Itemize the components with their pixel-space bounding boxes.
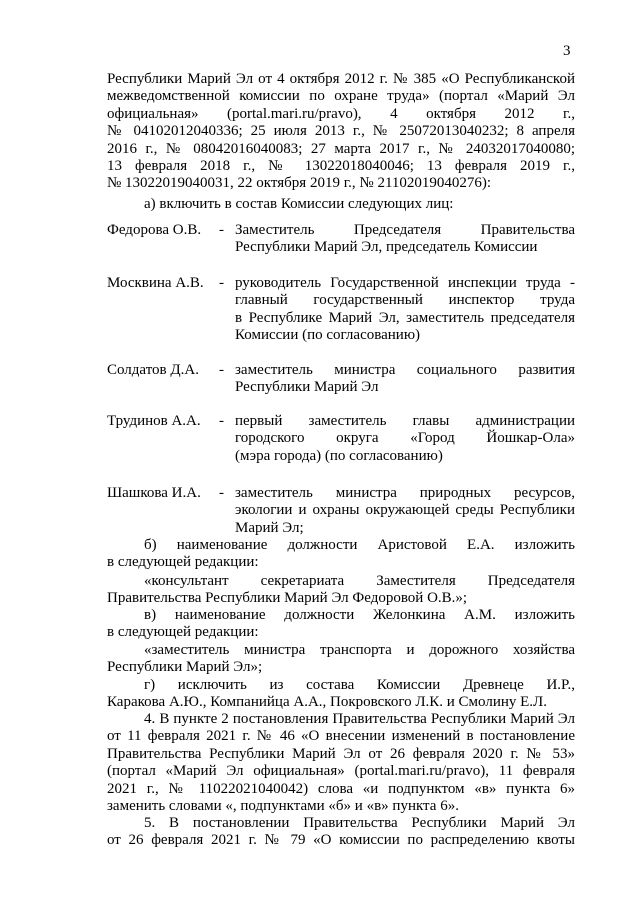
quote-v — [107, 642, 575, 677]
member-description — [235, 275, 575, 345]
intro-paragraph — [107, 71, 575, 193]
item-v — [107, 607, 575, 642]
member-name: Солдатов Д.А. — [107, 362, 199, 378]
text-line: первый заместитель главы администрации — [235, 413, 575, 429]
member-name: Федорова О.В. — [107, 222, 202, 238]
member-description — [235, 413, 575, 465]
text-line: г) исключить из состава Комиссии Древнеце И.Р., — [144, 677, 575, 693]
text-line: Каракова А.Ю., Компанийца А.А., Покровского Л.К. и Смолину Е.Л. — [107, 694, 547, 711]
text-line: «заместитель министра транспорта и дорожного хозяйства — [144, 642, 575, 658]
text-line: Республики Марий Эл, председатель Комиссии — [235, 239, 538, 256]
text-line: заместитель министра природных ресурсов, — [235, 485, 575, 501]
text-line: руководитель Государственной инспекции труда - — [235, 275, 575, 291]
text-line: 4. В пункте 2 постановления Правительства Республики Марий Эл — [144, 711, 575, 727]
member-description — [235, 362, 575, 397]
text-line: экологии и охраны окружающей среды Республики — [235, 502, 575, 519]
text-line: (портал «Марий Эл официальная» (portal.mari.ru/pravo), 11 февраля — [107, 763, 575, 780]
text-line: Республики Марий Эл»; — [107, 659, 263, 676]
text-line: «консультант секретариата Заместителя Председателя — [144, 573, 575, 589]
text-line: в Республике Марий Эл, заместитель председателя — [235, 309, 575, 326]
text-line: 2016 г., № 08042016040083; 27 марта 2017 г., № 24032017040080; — [107, 140, 575, 157]
text-line: Республики Марий Эл — [235, 379, 379, 396]
text-line: городского округа «Город Йошкар-Ола» — [235, 430, 575, 447]
member-name: Москвина А.В. — [107, 275, 204, 291]
text-line: заменить словами «, подпунктами «б» и «в» пункта 6». — [107, 798, 459, 815]
text-line: в следующей редакции: — [107, 554, 259, 571]
text-line: официальная» (portal.mari.ru/pravo), 4 октября 2012 г., — [107, 105, 575, 122]
text-line: 13 февраля 2018 г., № 13022018040046; 13 февраля 2019 г., — [107, 158, 575, 175]
text-line: от 26 февраля 2021 г. № 79 «О комиссии по распределению квоты — [107, 832, 575, 849]
text-line: главный государственный инспектор труда — [235, 292, 575, 309]
text-line: а) включить в состав Комиссии следующих лиц: — [144, 196, 454, 212]
text-line: в) наименование должности Желонкина А.М. изложить — [144, 607, 575, 623]
text-line: 5. В постановлении Правительства Республики Марий Эл — [144, 815, 575, 831]
point-5 — [107, 815, 575, 850]
text-line: Республики Марий Эл от 4 октября 2012 г. № 385 «О Республиканской — [107, 71, 575, 87]
text-line: Марий Эл; — [235, 519, 304, 536]
member-dash: - — [219, 485, 224, 501]
text-line: Заместитель Председателя Правительства — [235, 222, 575, 238]
text-line: Комиссии (по согласованию) — [235, 327, 421, 344]
member-dash: - — [219, 275, 224, 291]
text-line: 2021 г., № 11022021040042) слова «и подпунктом «в» пункта 6» — [107, 780, 575, 797]
member-dash: - — [219, 362, 224, 378]
member-name: Шашкова И.А. — [107, 485, 201, 501]
item-g — [107, 677, 575, 712]
text-line: № 04102012040336; 25 июля 2013 г., № 25072013040232; 8 апреля — [107, 123, 575, 140]
member-description — [235, 222, 575, 257]
item-b — [107, 537, 575, 572]
member-dash: - — [219, 413, 224, 429]
text-line: Правительства Республики Марий Эл Федоровой О.В.»; — [107, 590, 468, 607]
page-number: 3 — [563, 43, 571, 59]
quote-b — [107, 573, 575, 608]
member-dash: - — [219, 222, 224, 238]
member-description — [235, 485, 575, 537]
text-line: Правительства Республики Марий Эл от 26 февраля 2020 г. № 53» — [107, 745, 575, 762]
text-line: б) наименование должности Аристовой Е.А. изложить — [144, 537, 575, 553]
text-line: в следующей редакции: — [107, 624, 259, 641]
member-name: Трудинов А.А. — [107, 413, 201, 429]
text-line: от 11 февраля 2021 г. № 46 «О внесении изменений в постановление — [107, 728, 575, 745]
text-line: межведомственной комиссии по охране труда» (портал «Марий Эл — [107, 88, 575, 105]
item-a — [107, 196, 575, 213]
point-4 — [107, 711, 575, 815]
text-line: заместитель министра социального развития — [235, 362, 575, 378]
text-line: (мэра города) (по согласованию) — [235, 447, 443, 464]
text-line: № 13022019040031, 22 октября 2019 г., № 21102019040276): — [107, 175, 492, 192]
